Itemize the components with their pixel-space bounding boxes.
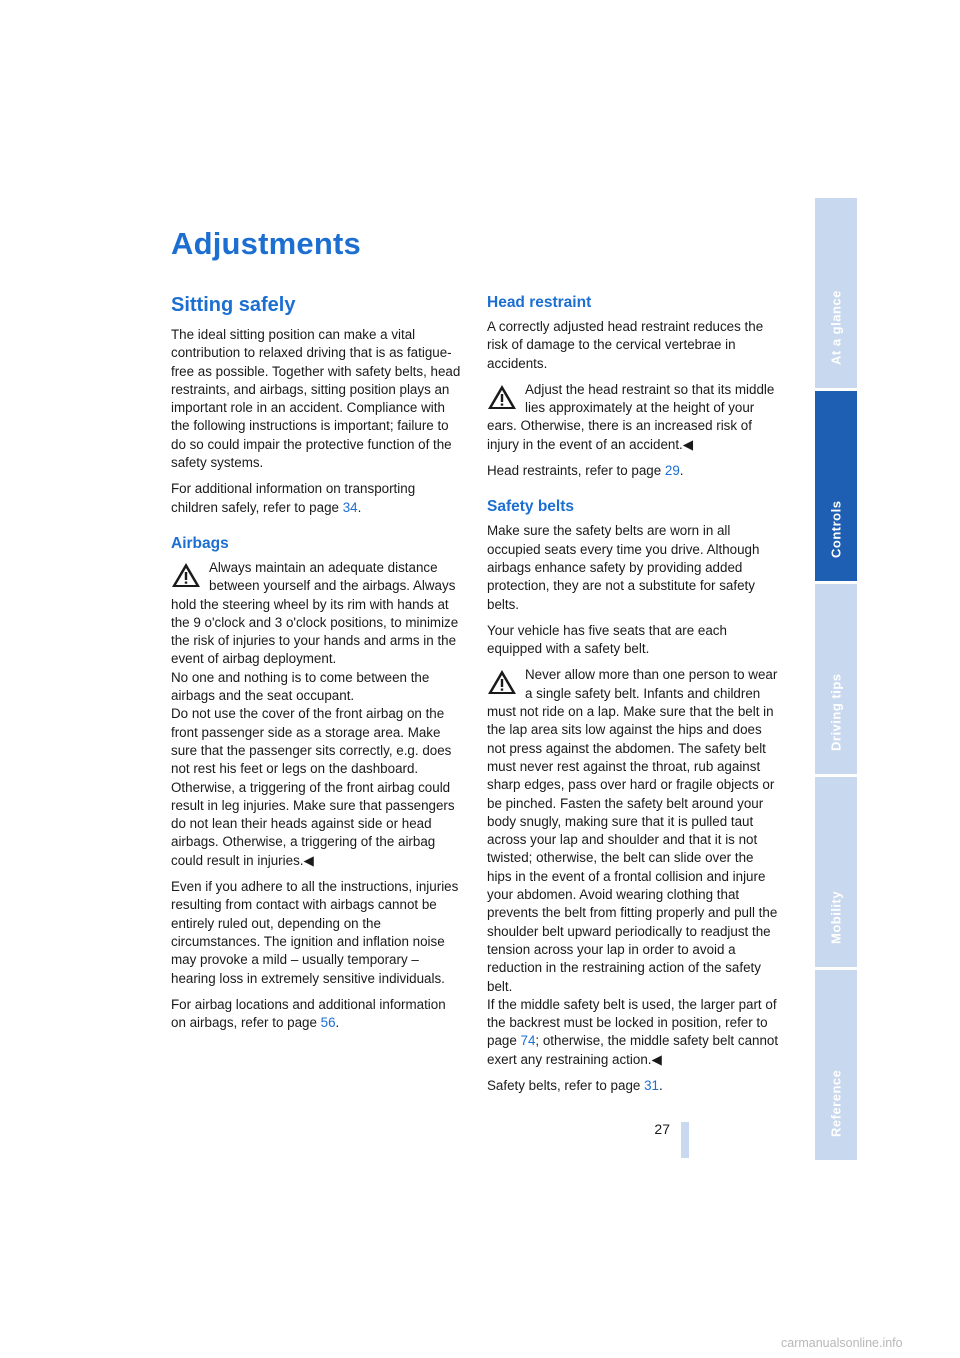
subsection-title-safety-belts: Safety belts: [487, 498, 575, 516]
section-title-sitting-safely: Sitting safely: [171, 294, 296, 316]
transport-reference: For additional information on transporting children safely, refer to page 34.: [171, 481, 416, 515]
subsection-title-head-restraint: Head restraint: [487, 294, 592, 311]
tab-reference[interactable]: [815, 970, 857, 1160]
page-link-31[interactable]: 31: [644, 1077, 659, 1093]
watermark: carmanualsonline.info: [781, 1336, 903, 1350]
warning-triangle-icon: [487, 383, 517, 411]
page-title: Adjustments: [171, 226, 361, 261]
safety-belts-reference: Safety belts, refer to page 31.: [487, 1077, 663, 1093]
airbags-warning-text-3: Do not use the cover of the front airbag on the front passenger side as a storage area. Make sure that the passenger sits correctly, e.g. does not rest his feet or legs on the dashboard. Otherwise, a triggering of the front airbag could result in leg injuries. Make sure that passengers do not lean their heads against side or head airbags. Otherwise, a triggering of the airbag could result in injuries.◀: [171, 706, 455, 868]
safety-belts-intro: Make sure the safety belts are worn in all occupied seats every time you drive. Although airbags enhance safety by providing added protection, they are not a substitute for safety belts.: [487, 523, 760, 612]
left-column: [171, 294, 463, 1040]
safety-belts-warning-text-2: If the middle safety belt is used, the larger part of the backrest must be locked in position, refer to page 74; otherwise, the middle safety belt cannot exert any restraining action.◀: [487, 996, 779, 1067]
tab-controls[interactable]: [815, 391, 857, 581]
tab-label: Controls: [828, 500, 844, 558]
tab-label: Reference: [828, 1069, 844, 1137]
page-number-bar: [681, 1122, 689, 1158]
warning-triangle-icon: [487, 668, 517, 696]
page-link-56[interactable]: 56: [320, 1015, 336, 1031]
safety-belts-warning-text-1: Never allow more than one person to wear a single safety belt. Infants and children must not ride on a lap. Make sure that the belt in the lap area sits low against the hips and does not press against the abdomen. The safety belt must never rest against the throat, rub against sharp edges, pass over hard or fragile objects or be pinched. Fasten the safety belt around your body snugly, making sure that it is pulled taut across your lap and shoulder and that it is not twisted; otherwise, the belt can slide over the hips in the event of a frontal collision and injure your abdomen. Avoid wearing clothing that prevents the belt from fitting properly and pull the shoulder belt upward periodically to readjust the tension across your lap in order to avoid a reduction in the restraining action of the safety belt.: [487, 667, 778, 994]
page-link-74[interactable]: 74: [520, 1033, 536, 1049]
airbags-warning-text-2: No one and nothing is to come between the airbags and the seat occupant.: [171, 669, 430, 704]
head-restraint-warning-text: Adjust the head restraint so that its middle lies approximately at the height of your ears. Otherwise, there is an increased risk of injury in the event of an accident.◀: [487, 381, 775, 452]
safety-belts-seats: Your vehicle has five seats that are each equipped with a safety belt.: [487, 622, 727, 657]
tab-at-a-glance[interactable]: [815, 198, 857, 388]
tab-label: Mobility: [828, 890, 844, 944]
airbags-note: Even if you adhere to all the instructions, injuries resulting from contact with airbags cannot be entirely ruled out, depending on the circumstances. The ignition and inflation noise may provoke a mild – usually temporary – hearing loss in extremely sensitive individuals.: [171, 879, 459, 986]
tab-mobility[interactable]: [815, 777, 857, 967]
subsection-title-airbags: Airbags: [171, 534, 229, 552]
page-link-29[interactable]: 29: [664, 463, 680, 479]
tab-driving-tips[interactable]: [815, 584, 857, 774]
head-restraint-reference: Head restraints, refer to page 29.: [487, 463, 684, 479]
tab-label: At a glance: [828, 290, 844, 365]
right-column: [487, 294, 779, 1103]
chapter-tabs: [815, 198, 857, 1160]
airbags-warning: [171, 559, 463, 870]
page-link-34[interactable]: 34: [342, 499, 358, 515]
tab-label: Driving tips: [828, 673, 844, 751]
page-number: 27: [654, 1121, 670, 1137]
head-restraint-intro: A correctly adjusted head restraint reduces the risk of damage to the cervical vertebrae in accidents.: [487, 319, 764, 371]
warning-triangle-icon: [171, 561, 201, 589]
sitting-intro: The ideal sitting position can make a vital contribution to relaxed driving that is as fatigue-free as possible. Together with safety belts, head restraints, and airbags, sitting position plays an important role in an accident. Compliance with the following instructions is important; failure to do so could impair the protective function of the safety systems.: [171, 327, 461, 471]
head-restraint-warning: [487, 381, 779, 454]
airbag-reference: For airbag locations and additional information on airbags, refer to page 56.: [171, 996, 446, 1031]
airbags-warning-text-1: Always maintain an adequate distance between yourself and the airbags. Always hold the steering wheel by its rim with hands at the 9 o'clock and 3 o'clock positions, to minimize the risk of injuries to your hands and arms in the event of airbag deployment.: [171, 559, 459, 667]
safety-belts-warning: [487, 666, 779, 1069]
